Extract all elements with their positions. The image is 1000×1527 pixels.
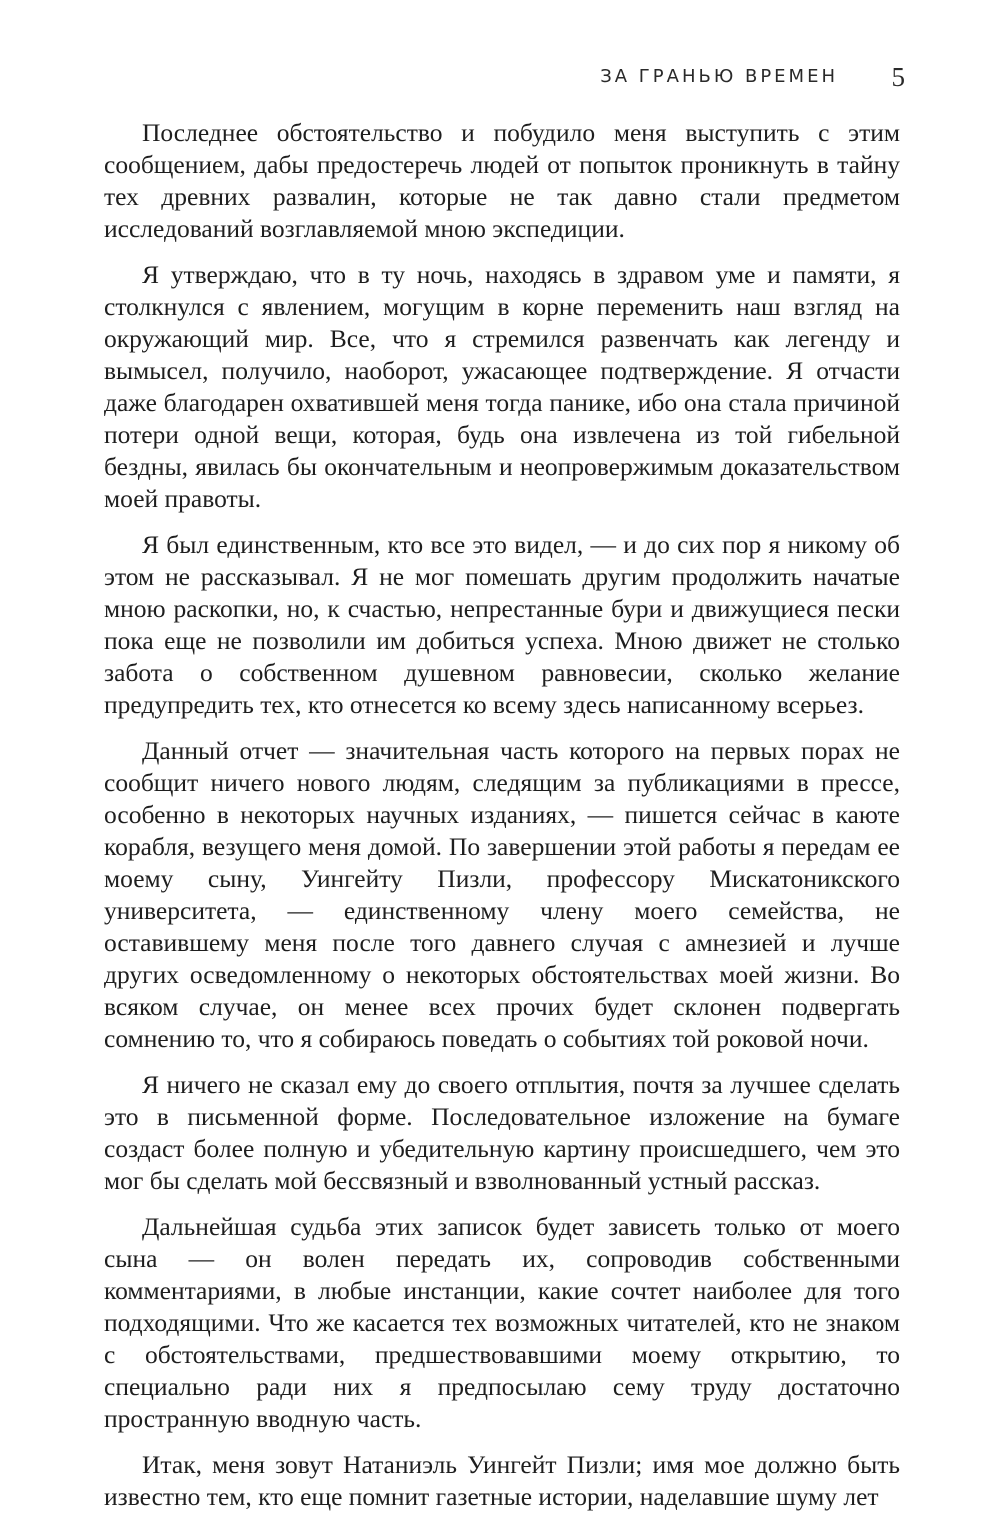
paragraph: Я утверждаю, что в ту ночь, находясь в здравом уме и памяти, я столкнулся с явлением, могущим в корне переменить наш взгляд на окружающий мир. Все, что я стремился развенчать как легенду и вымысел, получило, наоборот, ужасающее подтверждение. Я отчасти даже благодарен охватившей меня тогда панике, ибо она стала причиной потери одной вещи, которая, будь она извлечена из той гибельной бездны, явилась бы окончательным и неопровержимым доказательством моей правоты.: [104, 260, 900, 513]
paragraph: Дальнейшая судьба этих записок будет зависеть только от моего сына — он волен передать их, сопроводив собственными комментариями, в любые инстанции, какие сочтет наиболее для того подходящими. Что же касается тех возможных читателей, кто не знаком с обстоятельствами, предшествовавшими моему открытию, то специально ради них я предпосылаю сему труду достаточно пространную вводную часть.: [104, 1212, 900, 1433]
running-title: ЗА ГРАНЬЮ ВРЕМЕН: [600, 66, 838, 87]
running-header: [0, 62, 1000, 94]
page-number: 5: [891, 62, 905, 92]
paragraph: Я был единственным, кто все это видел, — и до сих пор я никому об этом не рассказывал. Я не мог помешать другим продолжить начатые мною раскопки, но, к счастью, непрестанные бури и движущиеся пески пока еще не позволили им добиться успеха. Мною движет не столько забота о собственном душевном равновесии, сколько желание предупредить тех, кто отнесется ко всему здесь написанному всерьез.: [104, 530, 900, 719]
paragraph: Я ничего не сказал ему до своего отплытия, почтя за лучшее сделать это в письменной форме. Последовательное изложение на бумаге создаст более полную и убедительную картину происшедшего, чем это мог бы сделать мой бессвязный и взволнованный устный рассказ.: [104, 1070, 900, 1195]
page-body: [104, 117, 900, 1527]
paragraph: Данный отчет — значительная часть которого на первых порах не сообщит ничего нового людям, следящим за публикациями в прессе, особенно в некоторых научных изданиях, — пишется сейчас в каюте корабля, везущего меня домой. По завершении этой работы я передам ее моему сыну, Уингейту Пизли, профессору Мискатоникского университета, — единственному члену моего семейства, не оставившему меня после того давнего случая с амнезией и лучше других осведомленному о некоторых обстоятельствах моей жизни. Во всяком случае, он менее всех прочих будет склонен подвергать сомнению то, что я собираюсь поведать о событиях той роковой ночи.: [104, 736, 900, 1053]
paragraph: Итак, меня зовут Натаниэль Уингейт Пизли; имя мое должно быть известно тем, кто еще помнит газетные истории, наделавшие шуму лет: [104, 1450, 900, 1511]
paragraph: Последнее обстоятельство и побудило меня выступить с этим сообщением, дабы предостеречь людей от попыток проникнуть в тайну тех древних развалин, которые не так давно стали предметом исследований возглавляемой мною экспедиции.: [104, 118, 900, 243]
